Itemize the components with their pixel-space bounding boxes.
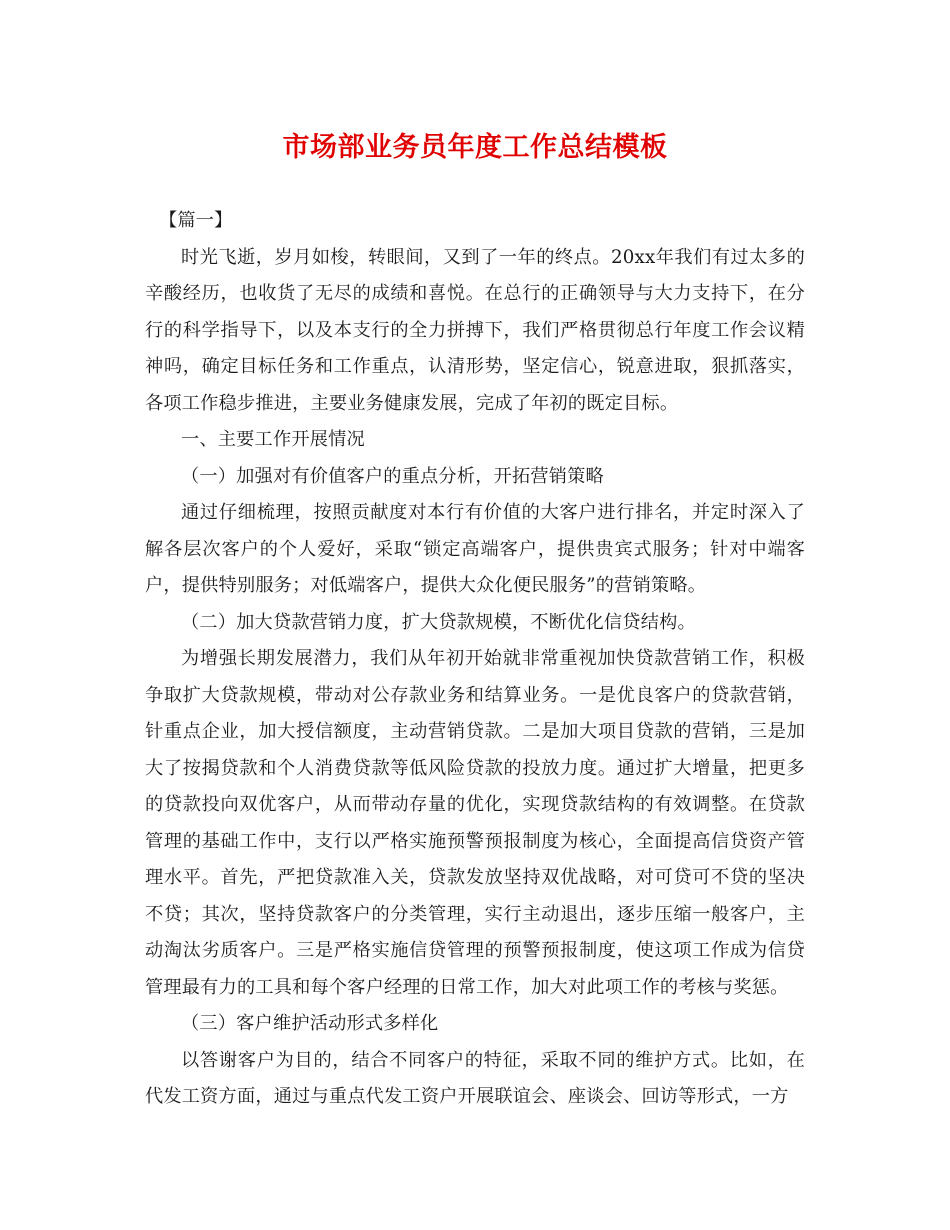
subsection-heading: （二）加大贷款营销力度，扩大贷款规模，不断优化信贷结构。 — [181, 611, 696, 633]
subsection-heading: （三）客户维护活动形式多样化 — [181, 1013, 439, 1034]
paragraph: 为增强长期发展潜力，我们从年初开始就非常重视加快贷款营销工作，积极争取扩大贷款规模，带动对公存款业务和结算业务。一是优良客户的贷款营销，针重点企业，加大授信额度，主动营销贷款。二是加大项目贷款的营销，三是加大了按揭贷款和个人消费贷款等低风险贷款的投放力度。通过扩大增量，把更多的贷款投向双优客户，从而带动存量的优化，实现贷款结构的有效调整。在贷款管理的基础工作中，支行以严格实施预警预报制度为核心，全面提高信贷资产管理水平。首先，严把贷款准入关，贷款发放坚持双优战略，对可贷可不贷的坚决不贷；其次，坚持贷款客户的分类管理，实行主动退出，逐步压缩一般客户，主动淘汰劣质客户。三是严格实施信贷管理的预警预报制度，使这项工作成为信贷管理最有力的工具和每个客户经理的日常工作，加大对此项工作的考核与奖惩。 — [145, 648, 805, 998]
document-body — [145, 203, 805, 1116]
paragraph: 时光飞逝，岁月如梭，转眼间，又到了一年的终点。20xx年我们有过太多的辛酸经历，也收货了无尽的成绩和喜悦。在总行的正确领导与大力支持下，在分行的科学指导下，以及本支行的全力拼搏下，我们严格贯彻总行年度工作会议精神吗，确定目标任务和工作重点，认清形势，坚定信心，锐意进取，狠抓落实，各项工作稳步推进，主要业务健康发展，完成了年初的既定目标。 — [145, 246, 805, 414]
section-heading: 一、主要工作开展情况 — [181, 429, 365, 450]
section-tag: 【篇一】 — [159, 210, 233, 231]
subsection-heading: （一）加强对有价值客户的重点分析，开拓营销策略 — [181, 465, 604, 487]
paragraph: 以答谢客户为目的，结合不同客户的特征，采取不同的维护方式。比如，在代发工资方面，通过与重点代发工资户开展联谊会、座谈会、回访等形式，一方 — [145, 1049, 805, 1107]
paragraph: 通过仔细梳理，按照贡献度对本行有价值的大客户进行排名，并定时深入了解各层次客户的个人爱好，采取“锁定高端客户，提供贵宾式服务；针对中端客户，提供特别服务；对低端客户，提供大众化便民服务”的营销策略。 — [145, 502, 805, 596]
document-title: 市场部业务员年度工作总结模板 — [282, 132, 668, 163]
